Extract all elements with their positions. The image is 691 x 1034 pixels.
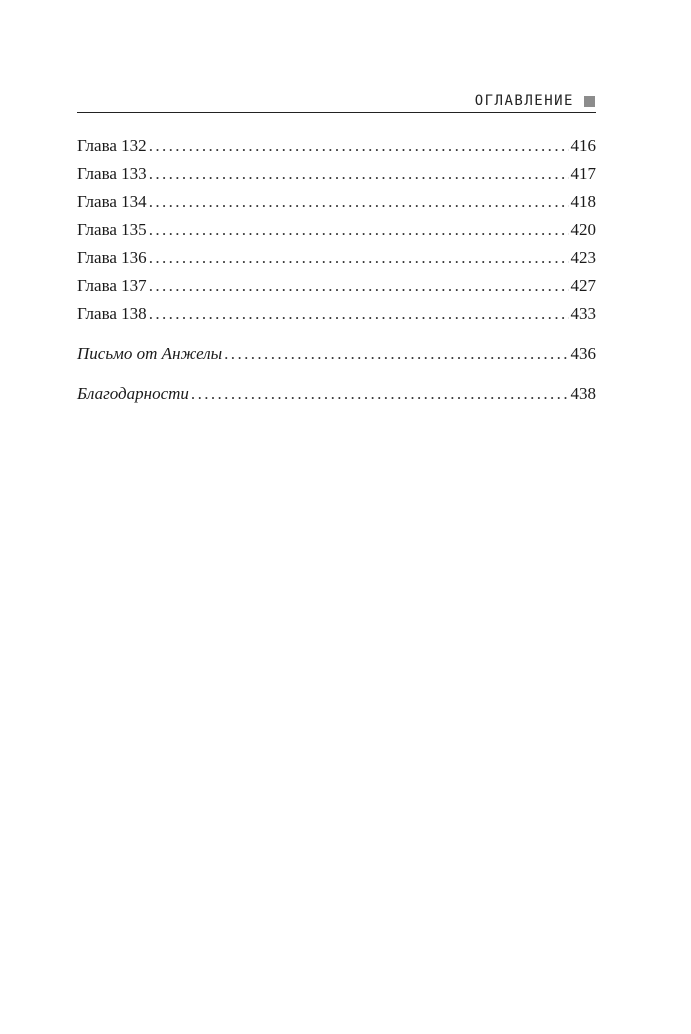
toc-entry-chapter-134 xyxy=(77,192,596,220)
toc-entry-page: 436 xyxy=(570,344,596,363)
toc-entry-page: 417 xyxy=(570,164,596,183)
toc-entry-title: Глава 136 xyxy=(77,248,147,267)
toc-entry-acknowledgements xyxy=(77,384,596,412)
toc-entry-chapter-137 xyxy=(77,276,596,304)
dot-leader xyxy=(149,304,569,324)
toc-entry-title: Благодарности xyxy=(77,384,189,403)
toc-entry-page: 438 xyxy=(570,384,596,403)
dot-leader xyxy=(224,344,568,364)
dot-leader xyxy=(149,192,569,212)
toc-entry-title: Глава 132 xyxy=(77,136,147,155)
toc-entry-chapter-138 xyxy=(77,304,596,332)
toc-entry-chapter-135 xyxy=(77,220,596,248)
toc-entry-chapter-136 xyxy=(77,248,596,276)
toc-entry-page: 420 xyxy=(570,220,596,239)
toc-entry-page: 423 xyxy=(570,248,596,267)
toc-entry-page: 416 xyxy=(570,136,596,155)
running-head xyxy=(77,90,596,113)
dot-leader xyxy=(149,220,569,240)
dot-leader xyxy=(191,384,569,404)
running-head-title: ОГЛАВЛЕНИЕ xyxy=(474,93,574,109)
toc-entry-chapter-133 xyxy=(77,164,596,192)
toc-entry-title: Глава 137 xyxy=(77,276,147,295)
toc-entry-page: 427 xyxy=(570,276,596,295)
dot-leader xyxy=(149,276,569,296)
toc-entry-letter xyxy=(77,344,596,372)
toc-entry-title: Глава 138 xyxy=(77,304,147,323)
toc-entry-chapter-132 xyxy=(77,136,596,164)
toc-entry-page: 433 xyxy=(570,304,596,323)
table-of-contents xyxy=(77,136,596,412)
square-marker-icon xyxy=(584,96,595,107)
toc-entry-title: Глава 133 xyxy=(77,164,147,183)
toc-entry-title: Письмо от Анжелы xyxy=(77,344,223,363)
toc-entry-page: 418 xyxy=(570,192,596,211)
dot-leader xyxy=(149,164,569,184)
dot-leader xyxy=(149,248,569,268)
toc-entry-title: Глава 135 xyxy=(77,220,147,239)
dot-leader xyxy=(149,136,569,156)
toc-entry-title: Глава 134 xyxy=(77,192,147,211)
